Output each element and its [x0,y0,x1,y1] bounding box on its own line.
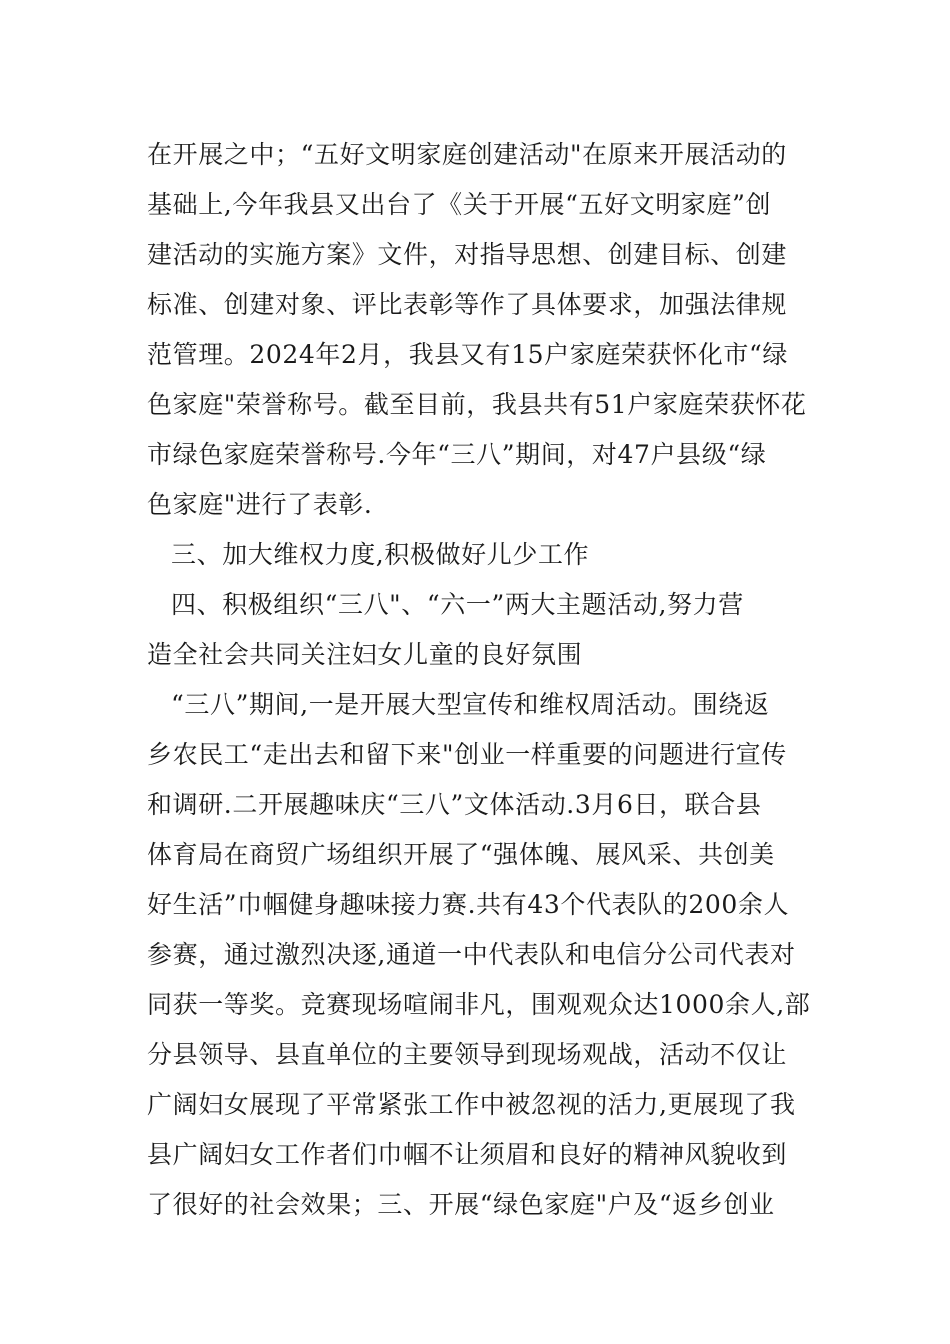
text-line: 基础上,今年我县又出台了《关于开展“五好文明家庭”创 [147,190,772,219]
section-heading: 四、积极组织“三八"、“六一”两大主题活动,努力营 [171,590,744,619]
text-line: “三八”期间,一是开展大型宣传和维权周活动。围绕返 [171,690,770,719]
text-line: 参赛，通过激烈决逐,通道一中代表队和电信分公司代表对 [147,940,796,969]
text-line: 了很好的社会效果；三、开展“绿色家庭"户及“返乡创业 [147,1190,775,1219]
text-line: 范管理。2024年2月，我县又有15户家庭荣获怀化市“绿 [147,340,788,369]
text-line: 在开展之中；“五好文明家庭创建活动"在原来开展活动的 [147,140,787,169]
text-line: 色家庭"荣誉称号。截至目前，我县共有51户家庭荣获怀花 [147,390,807,419]
section-heading-continued: 造全社会共同关注妇女儿童的良好氛围 [147,640,583,669]
text-line: 好生活”巾帼健身趣味接力赛.共有43个代表队的200余人 [147,890,790,919]
document-body [147,130,812,1230]
text-line: 县广阔妇女工作者们巾帼不让须眉和良好的精神风貌收到 [147,1140,788,1169]
section-heading: 三、加大维权力度,积极做好儿少工作 [171,540,590,569]
text-line: 色家庭"进行了表彰. [147,490,373,519]
text-line: 建活动的实施方案》文件，对指导思想、创建目标、创建 [147,240,788,269]
text-line: 体育局在商贸广场组织开展了“强体魄、展风采、共创美 [147,840,775,869]
text-line: 分县领导、县直单位的主要领导到现场观战，活动不仅让 [147,1040,788,1069]
text-line: 市绿色家庭荣誉称号.今年“三八”期间，对47户县级“绿 [147,440,767,469]
text-line: 乡农民工“走出去和留下来"创业一样重要的问题进行宣传 [147,740,787,769]
text-line: 同获一等奖。竞赛现场喧闹非凡，围观观众达1000余人,部 [147,990,811,1019]
text-line: 广阔妇女展现了平常紧张工作中被忽视的活力,更展现了我 [147,1090,796,1119]
text-line: 和调研.二开展趣味庆“三八”文体活动.3月6日，联合县 [147,790,762,819]
text-line: 标准、创建对象、评比表彰等作了具体要求，加强法律规 [147,290,788,319]
